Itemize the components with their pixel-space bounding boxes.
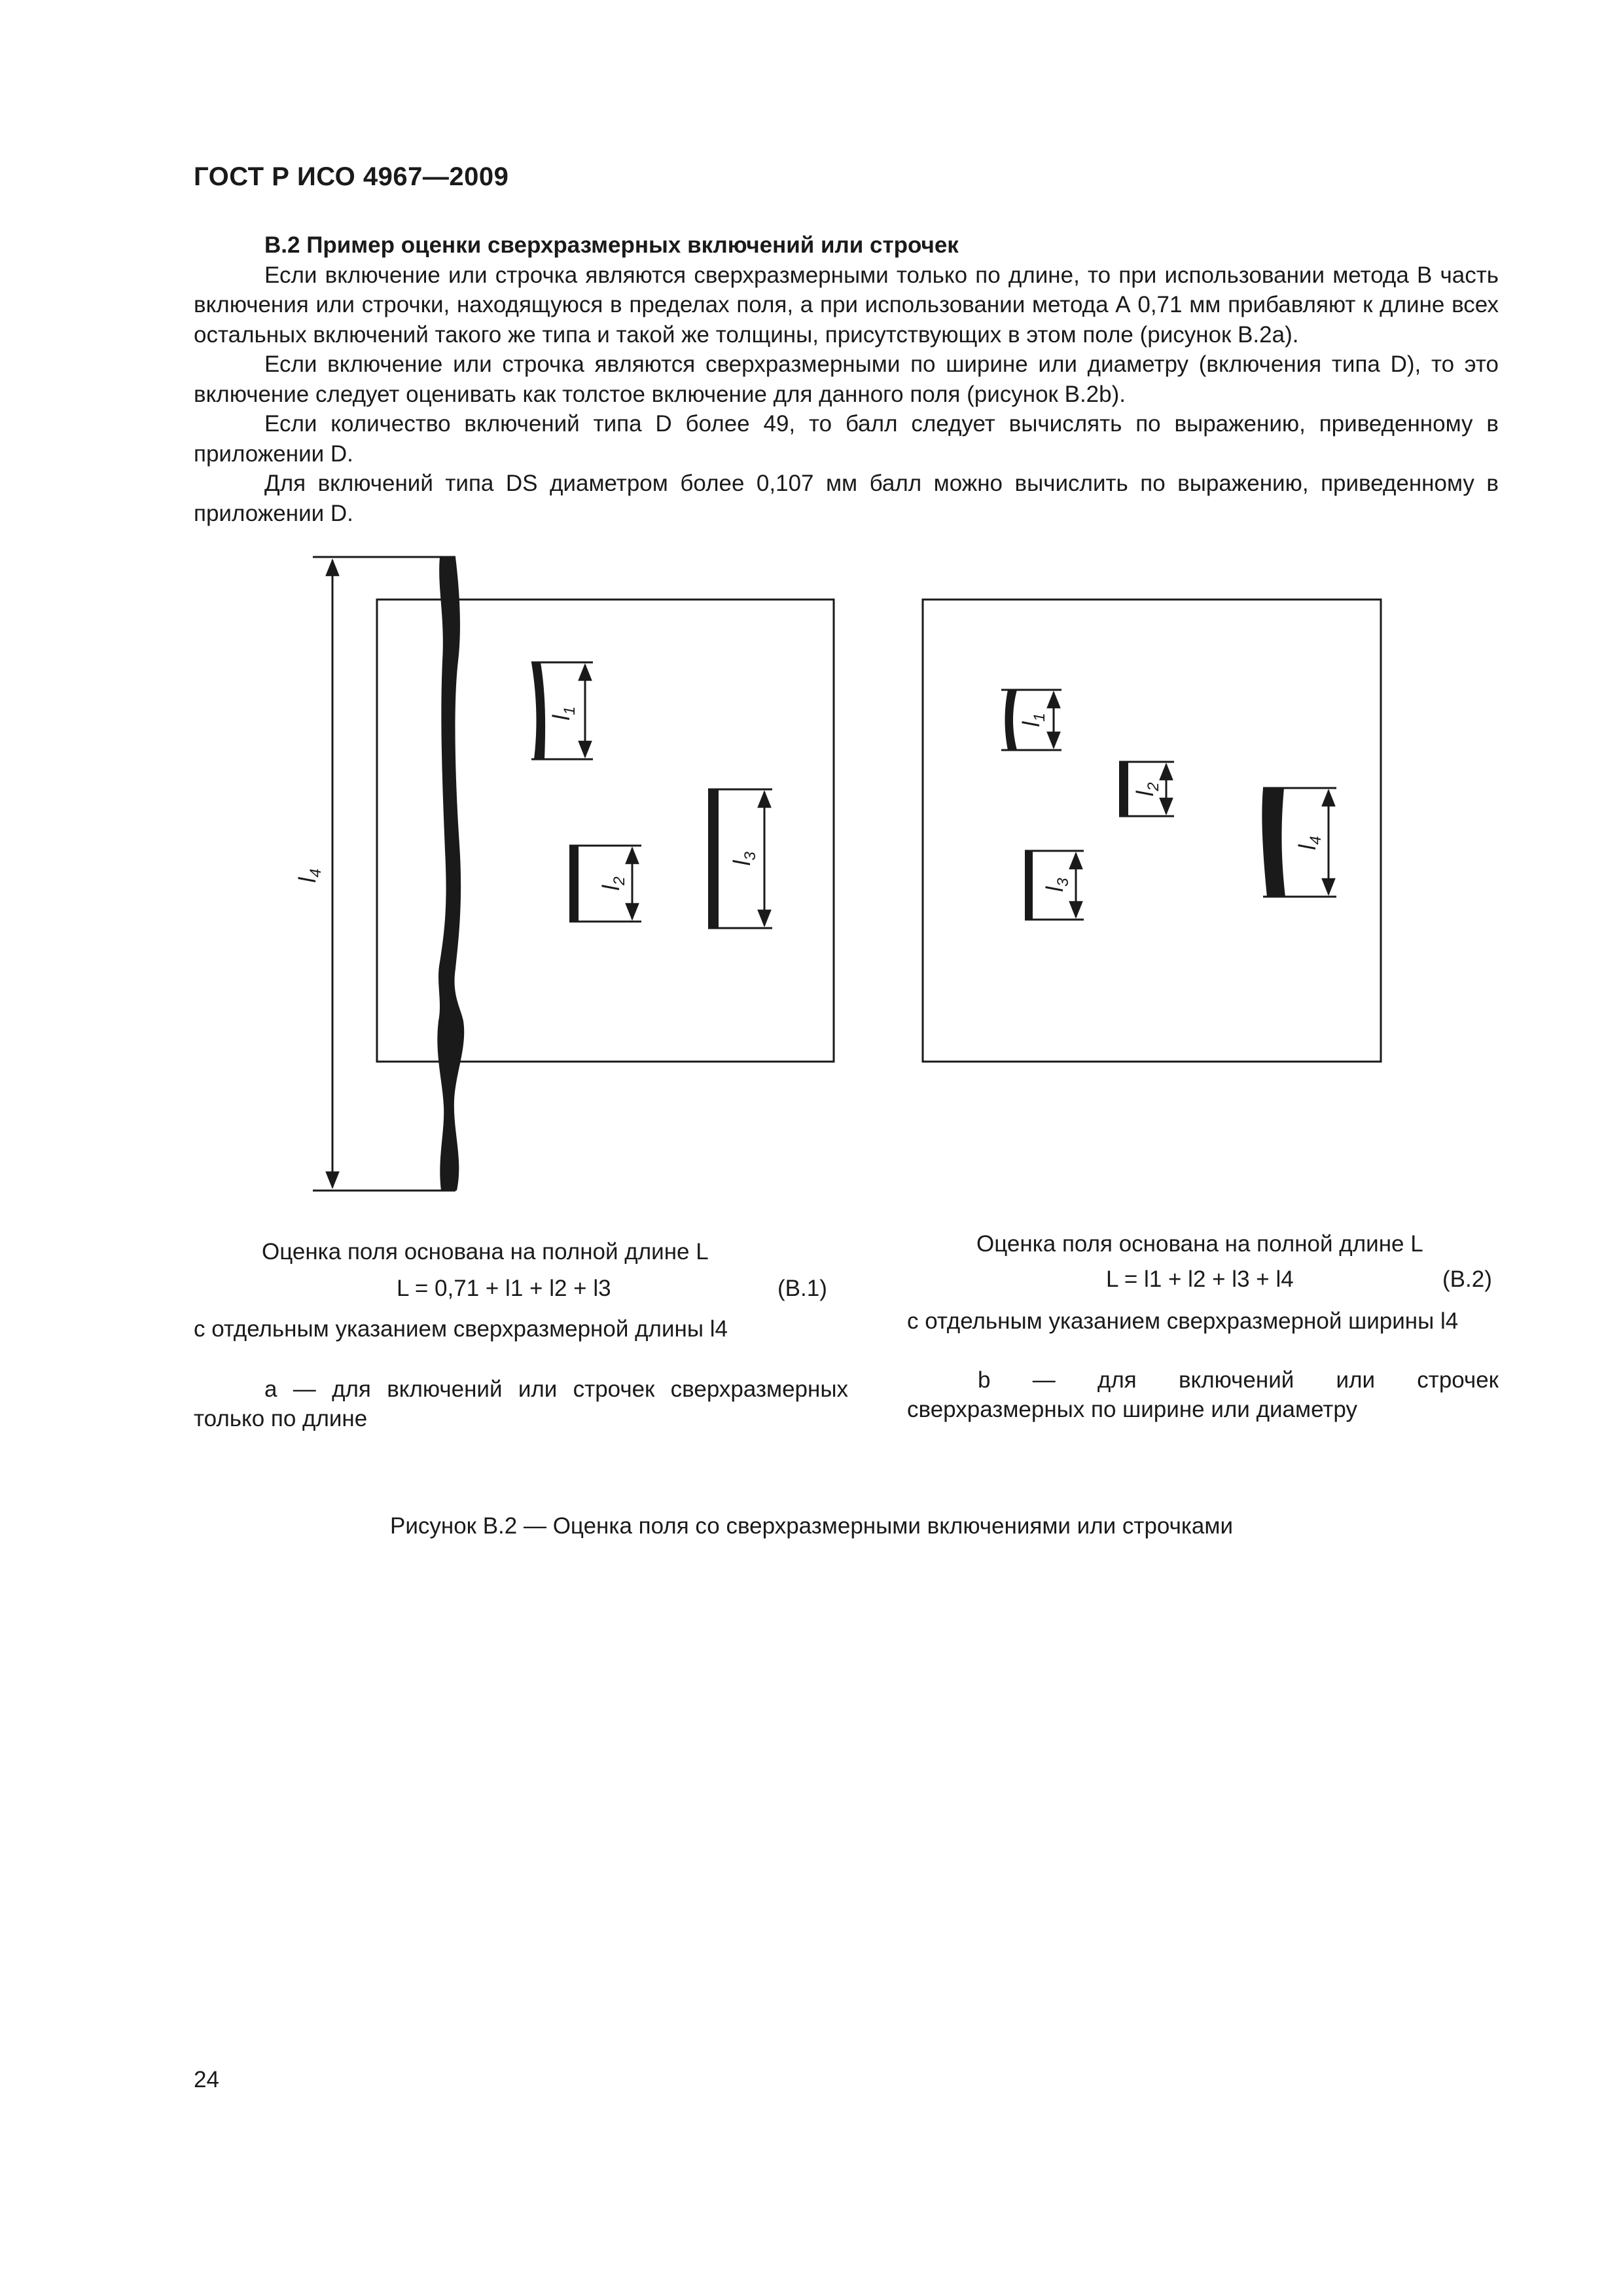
panel-b-caption: b — для включений или строчек сверхразмерных по ширине или диаметру — [907, 1367, 1499, 1422]
panel-a-oversize-stringer — [437, 557, 464, 1191]
panel-a-inclusion-1 — [531, 662, 545, 759]
panel-a-l1-label: $l_1$ — [548, 706, 579, 721]
panel-a-l2-label: $l_2$ — [597, 876, 628, 891]
paragraph-4: Для включений типа DS диаметром более 0,107 мм балл можно вычислить по выражению, приведенному в приложении D. — [194, 471, 1499, 526]
paragraph-2: Если включение или строчка являются сверхразмерными по ширине или диаметру (включения типа D), то это включение следует оценивать как толстое включение для данного поля (рисунок В.2b). — [194, 351, 1499, 407]
figure-caption: Рисунок В.2 — Оценка поля со сверхразмерными включениями или строчками — [389, 1513, 1234, 1539]
paragraph-1: Если включение или строчка являются сверхразмерными только по длине, то при использовании метода В часть включения или строчки, находящуюся в пределах поля, а при использовании метода А 0,71 мм прибавляют к длине всех остальных включений такого же типа и такой же толщины, присутствующих в этом поле (рисунок В.2a). — [194, 262, 1499, 348]
document-title: ГОСТ Р ИСО 4967—2009 — [194, 162, 509, 191]
panel-a-note: с отдельным указанием сверхразмерной длины l4 — [194, 1316, 728, 1342]
panel-b-inclusion-3 — [1025, 851, 1033, 920]
panel-a-formula-number: (В.1) — [777, 1276, 827, 1301]
panel-b-formula-number: (В.2) — [1442, 1266, 1492, 1292]
panel-b-field-frame — [923, 600, 1381, 1062]
paragraph-3: Если количество включений типа D более 49, то балл следует вычислять по выражению, приведенному в приложении D. — [194, 411, 1499, 467]
panel-b-inclusion-2 — [1119, 762, 1128, 816]
panel-a-basis: Оценка поля основана на полной длине L — [262, 1239, 709, 1265]
section-heading: В.2 Пример оценки сверхразмерных включений или строчек — [264, 232, 959, 258]
panel-a-l3-label: $l_3$ — [728, 852, 759, 866]
panel-b-note: с отдельным указанием сверхразмерной ширины l4 — [907, 1308, 1459, 1334]
panel-a-caption: a — для включений или строчек сверхразмерных только по длине — [194, 1376, 848, 1431]
panel-b-inclusion-4 — [1262, 788, 1285, 897]
panel-b-l1-label: $l_1$ — [1018, 713, 1048, 727]
panel-b-l4-label: $l_4$ — [1294, 836, 1325, 850]
panel-b-basis: Оценка поля основана на полной длине L — [976, 1231, 1423, 1257]
panel-a-l4-label: $l_4$ — [294, 869, 325, 883]
panel-a-inclusion-3 — [708, 789, 719, 928]
panel-a-inclusion-2 — [569, 846, 579, 922]
panel-b-l2-label: $l_2$ — [1132, 782, 1162, 797]
panel-b-formula: L = l1 + l2 + l3 + l4 — [1106, 1266, 1294, 1292]
page-number: 24 — [194, 2067, 219, 2092]
panel-a-formula: L = 0,71 + l1 + l2 + l3 — [397, 1276, 611, 1301]
panel-b-l3-label: $l_3$ — [1041, 878, 1072, 892]
panel-b-inclusion-1 — [1005, 690, 1018, 750]
